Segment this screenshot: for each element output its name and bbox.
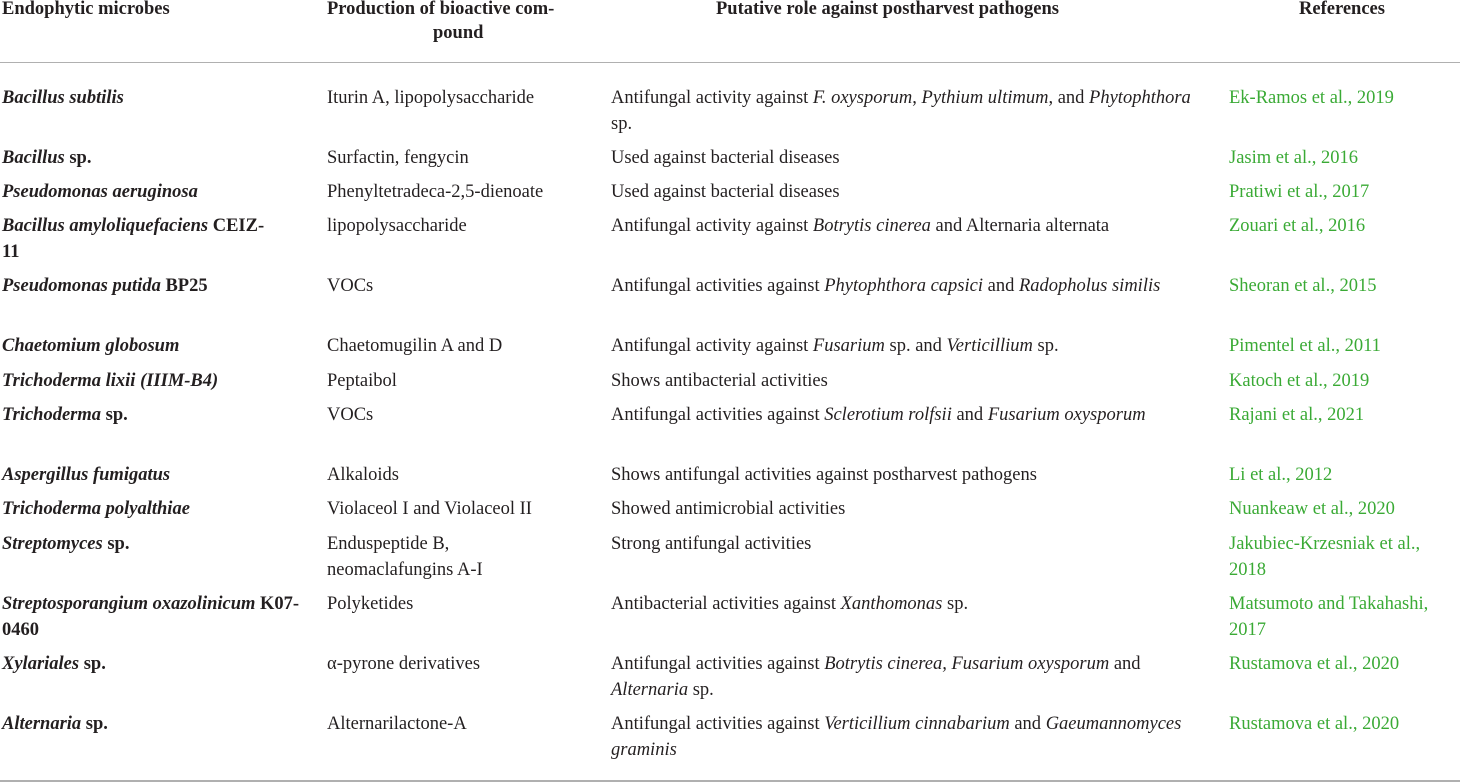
microbe-name: Streptomyces sp. xyxy=(2,534,130,554)
microbe-name: Bacillus subtilis xyxy=(2,88,124,108)
compound: α-pyrone derivatives xyxy=(327,654,481,674)
reference-link[interactable]: Pratiwi et al., 2017 xyxy=(1229,182,1370,202)
role: Used against bacterial diseases xyxy=(611,148,840,168)
reference-link[interactable]: Pimentel et al., 2011 xyxy=(1229,336,1381,356)
header-references: References xyxy=(1299,0,1385,19)
role: Antifungal activities against Verticillium cinnabarium and Gaeumannomyces graminis xyxy=(611,714,1182,760)
compound: Violaceol I and Violaceol II xyxy=(327,499,532,519)
reference-link[interactable]: Jasim et al., 2016 xyxy=(1229,148,1358,168)
reference-link[interactable]: Rajani et al., 2021 xyxy=(1229,405,1365,425)
microbe-name: Alternaria sp. xyxy=(2,714,108,734)
table-bottom-rule xyxy=(0,780,1460,782)
role: Strong antifungal activities xyxy=(611,534,812,554)
reference-link[interactable]: Li et al., 2012 xyxy=(1229,465,1333,485)
role: Antifungal activities against Sclerotium rolfsii and Fusarium oxysporum xyxy=(611,405,1146,425)
compound: Peptaibol xyxy=(327,371,397,391)
reference-link[interactable]: Nuankeaw et al., 2020 xyxy=(1229,499,1395,519)
microbe-name: Bacillus sp. xyxy=(2,148,92,168)
compound: Surfactin, fengycin xyxy=(327,148,469,168)
reference-link[interactable]: Matsumoto and Takahashi, 2017 xyxy=(1229,594,1429,640)
microbe-name: Trichoderma lixii (IIIM-B4) xyxy=(2,371,219,391)
header-role: Putative role against postharvest pathogens xyxy=(716,0,1059,19)
role: Antibacterial activities against Xanthomonas sp. xyxy=(611,594,969,614)
compound: Polyketides xyxy=(327,594,414,614)
header-divider xyxy=(0,62,1460,63)
compound: Phenyltetradeca-2,5-dienoate xyxy=(327,182,544,202)
microbe-name: Trichoderma sp. xyxy=(2,405,128,425)
role: Antifungal activity against Fusarium sp. and Verticillium sp. xyxy=(611,336,1059,356)
microbe-name: Aspergillus fumigatus xyxy=(2,465,171,485)
role: Antifungal activity against Botrytis cinerea and Alternaria alternata xyxy=(611,216,1110,236)
compound: Chaetomugilin A and D xyxy=(327,336,503,356)
compound: Enduspeptide B, neomaclafungins A-I xyxy=(327,534,483,580)
microbe-name: Streptosporangium oxazolinicum K07-0460 xyxy=(2,594,300,640)
header-microbes: Endophytic microbes xyxy=(2,0,170,19)
microbe-name: Pseudomonas putida BP25 xyxy=(2,276,208,296)
compound: VOCs xyxy=(327,276,374,296)
microbe-name: Bacillus amyloliquefaciens CEIZ-11 xyxy=(2,216,265,262)
role: Showed antimicrobial activities xyxy=(611,499,846,519)
microbe-name: Trichoderma polyalthiae xyxy=(2,499,190,519)
role: Antifungal activity against F. oxysporum, Pythium ultimum, and Phytophthora sp. xyxy=(611,88,1191,134)
role: Antifungal activities against Phytophthora capsici and Radopholus similis xyxy=(611,276,1161,296)
compound: Alternarilactone-A xyxy=(327,714,467,734)
reference-link[interactable]: Rustamova et al., 2020 xyxy=(1229,654,1400,674)
microbe-name: Chaetomium globosum xyxy=(2,336,180,356)
reference-link[interactable]: Ek-Ramos et al., 2019 xyxy=(1229,88,1394,108)
header-compound: Production of bioactive com- pound xyxy=(327,0,555,43)
role: Used against bacterial diseases xyxy=(611,182,840,202)
reference-link[interactable]: Jakubiec-Krzesniak et al., 2018 xyxy=(1229,534,1421,580)
role: Antifungal activities against Botrytis cinerea, Fusarium oxysporum and Alternaria sp. xyxy=(611,654,1141,700)
table-header xyxy=(0,0,1460,50)
role: Shows antifungal activities against postharvest pathogens xyxy=(611,465,1037,485)
reference-link[interactable]: Katoch et al., 2019 xyxy=(1229,371,1370,391)
reference-link[interactable]: Sheoran et al., 2015 xyxy=(1229,276,1377,296)
microbe-name: Pseudomonas aeruginosa xyxy=(2,182,198,202)
reference-link[interactable]: Rustamova et al., 2020 xyxy=(1229,714,1400,734)
compound: Iturin A, lipopolysaccharide xyxy=(327,88,535,108)
compound: VOCs xyxy=(327,405,374,425)
reference-link[interactable]: Zouari et al., 2016 xyxy=(1229,216,1366,236)
microbe-name: Xylariales sp. xyxy=(2,654,106,674)
role: Shows antibacterial activities xyxy=(611,371,828,391)
compound: lipopolysaccharide xyxy=(327,216,467,236)
compound: Alkaloids xyxy=(327,465,399,485)
